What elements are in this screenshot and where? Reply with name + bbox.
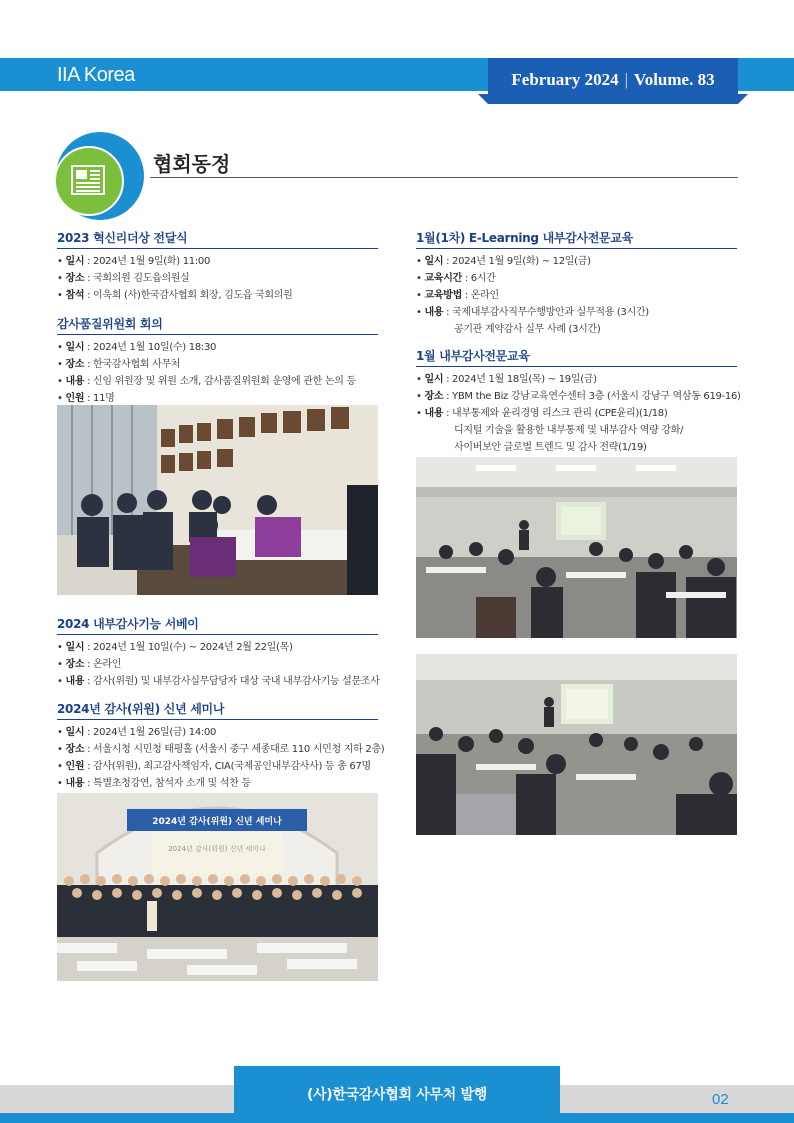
article-item: • 내용 : 특별초청강연, 참석자 소개 및 석찬 등 — [57, 778, 251, 789]
meeting-photo — [57, 405, 378, 595]
article-item: • 일시 : 2024년 1월 26일(금) 14:00 — [57, 727, 217, 738]
article-item: • 장소 : 한국감사협회 사무처 — [57, 359, 181, 370]
article-new-year-seminar — [57, 700, 385, 792]
article-title: 2024 내부감사기능 서베이 — [57, 615, 378, 635]
article-item: • 교육방법 : 온라인 — [416, 290, 499, 301]
article-january-education — [416, 347, 741, 456]
article-item: • 인원 : 감사(위원), 최고감사책임자, CIA(국제공인내부감사사) 등 총 67명 — [57, 761, 371, 772]
article-item-continued: 디지털 기술을 활용한 내부통제 및 내부감사 역량 강화/ — [454, 425, 684, 436]
issue-volume: Volume. 83 — [633, 70, 715, 89]
section-title: 협회동정 — [153, 152, 231, 176]
issue-separator: | — [624, 70, 628, 89]
article-item-continued: 사이버보안 글로벌 트렌드 및 감사 전략(1/19) — [454, 442, 647, 453]
article-item: • 장소 : 온라인 — [57, 659, 122, 670]
article-elearning-education — [416, 229, 737, 338]
article-item: • 일시 : 2024년 1월 10일(수) ~ 2024년 2월 22일(목) — [57, 642, 293, 653]
article-item: • 교육시간 : 6시간 — [416, 273, 496, 284]
issue-info — [488, 70, 738, 90]
article-item: • 인원 : 11명 — [57, 393, 115, 404]
article-title: 1월 내부감사전문교육 — [416, 347, 737, 367]
seminar-screen-text: 2024년 감사(위원) 신년 세미나 — [168, 845, 266, 853]
article-item: • 내용 : 감사(위원) 및 내부감사실무담당자 대상 국내 내부감사기능 설문조사 — [57, 676, 380, 687]
issue-box-fold-left — [478, 94, 488, 104]
article-item: • 내용 : 신임 위원장 및 위원 소개, 감사품질위원회 운영에 관한 논의 등 — [57, 376, 356, 387]
lecture-photo-2 — [416, 654, 737, 835]
section-icon-badge — [54, 146, 124, 216]
lecture-photo-1 — [416, 457, 737, 638]
article-item: • 장소 : 국회의원 김도읍의원실 — [57, 273, 190, 284]
article-item: • 일시 : 2024년 1월 18일(목) ~ 19일(금) — [416, 374, 597, 385]
article-item: • 장소 : YBM the Biz 강남교육연수센터 3층 (서울시 강남구 역삼동 619-16) — [416, 391, 741, 402]
article-title: 2023 혁신리더상 전달식 — [57, 229, 378, 249]
issue-month: February 2024 — [511, 70, 619, 89]
seminar-group-photo — [57, 793, 378, 981]
article-innovation-leader-award — [57, 229, 378, 304]
article-item: • 내용 : 내부통제와 윤리경영 리스크 관리 (CPE윤리)(1/18) 디지털 기술을 활용한 내부통제 및 내부감사 역량 강화/ 사이버보안 글로벌 트렌드 및 감사 전략(1/19) — [416, 405, 737, 456]
section-divider — [150, 177, 738, 178]
article-item: • 일시 : 2024년 1월 9일(화) 11:00 — [57, 256, 211, 267]
article-item: • 내용 : 국제내부감사직무수행방안과 실무적용 (3시간) 공기관 계약감사 실무 사례 (3시간) — [416, 304, 737, 338]
article-internal-audit-survey — [57, 615, 378, 690]
article-title: 2024년 감사(위원) 신년 세미나 — [57, 700, 378, 720]
article-title: 1월(1차) E-Learning 내부감사전문교육 — [416, 229, 737, 249]
issue-box-fold-right — [738, 94, 748, 104]
brand-name: IIA Korea — [57, 64, 135, 86]
newspaper-icon — [71, 165, 105, 195]
article-title: 감사품질위원회 회의 — [57, 315, 378, 335]
article-audit-quality-committee — [57, 315, 378, 407]
article-item: • 참석 : 이욱희 (사)한국감사협회 회장, 김도읍 국회의원 — [57, 290, 293, 301]
article-item: • 일시 : 2024년 1월 9일(화) ~ 12일(금) — [416, 256, 591, 267]
article-item: • 장소 : 서울시청 시민청 태평홀 (서울시 중구 세종대로 110 시민청 지하 2층) — [57, 744, 385, 755]
footer-publisher: (사)한국감사협회 사무처 발행 — [306, 1087, 488, 1103]
page-number: 02 — [712, 1091, 729, 1108]
article-item-continued: 공기관 계약감사 실무 사례 (3시간) — [454, 324, 601, 335]
article-item: • 일시 : 2024년 1월 10일(수) 18:30 — [57, 342, 217, 353]
seminar-banner-title: 2024년 감사(위원) 신년 세미나 — [152, 817, 282, 827]
